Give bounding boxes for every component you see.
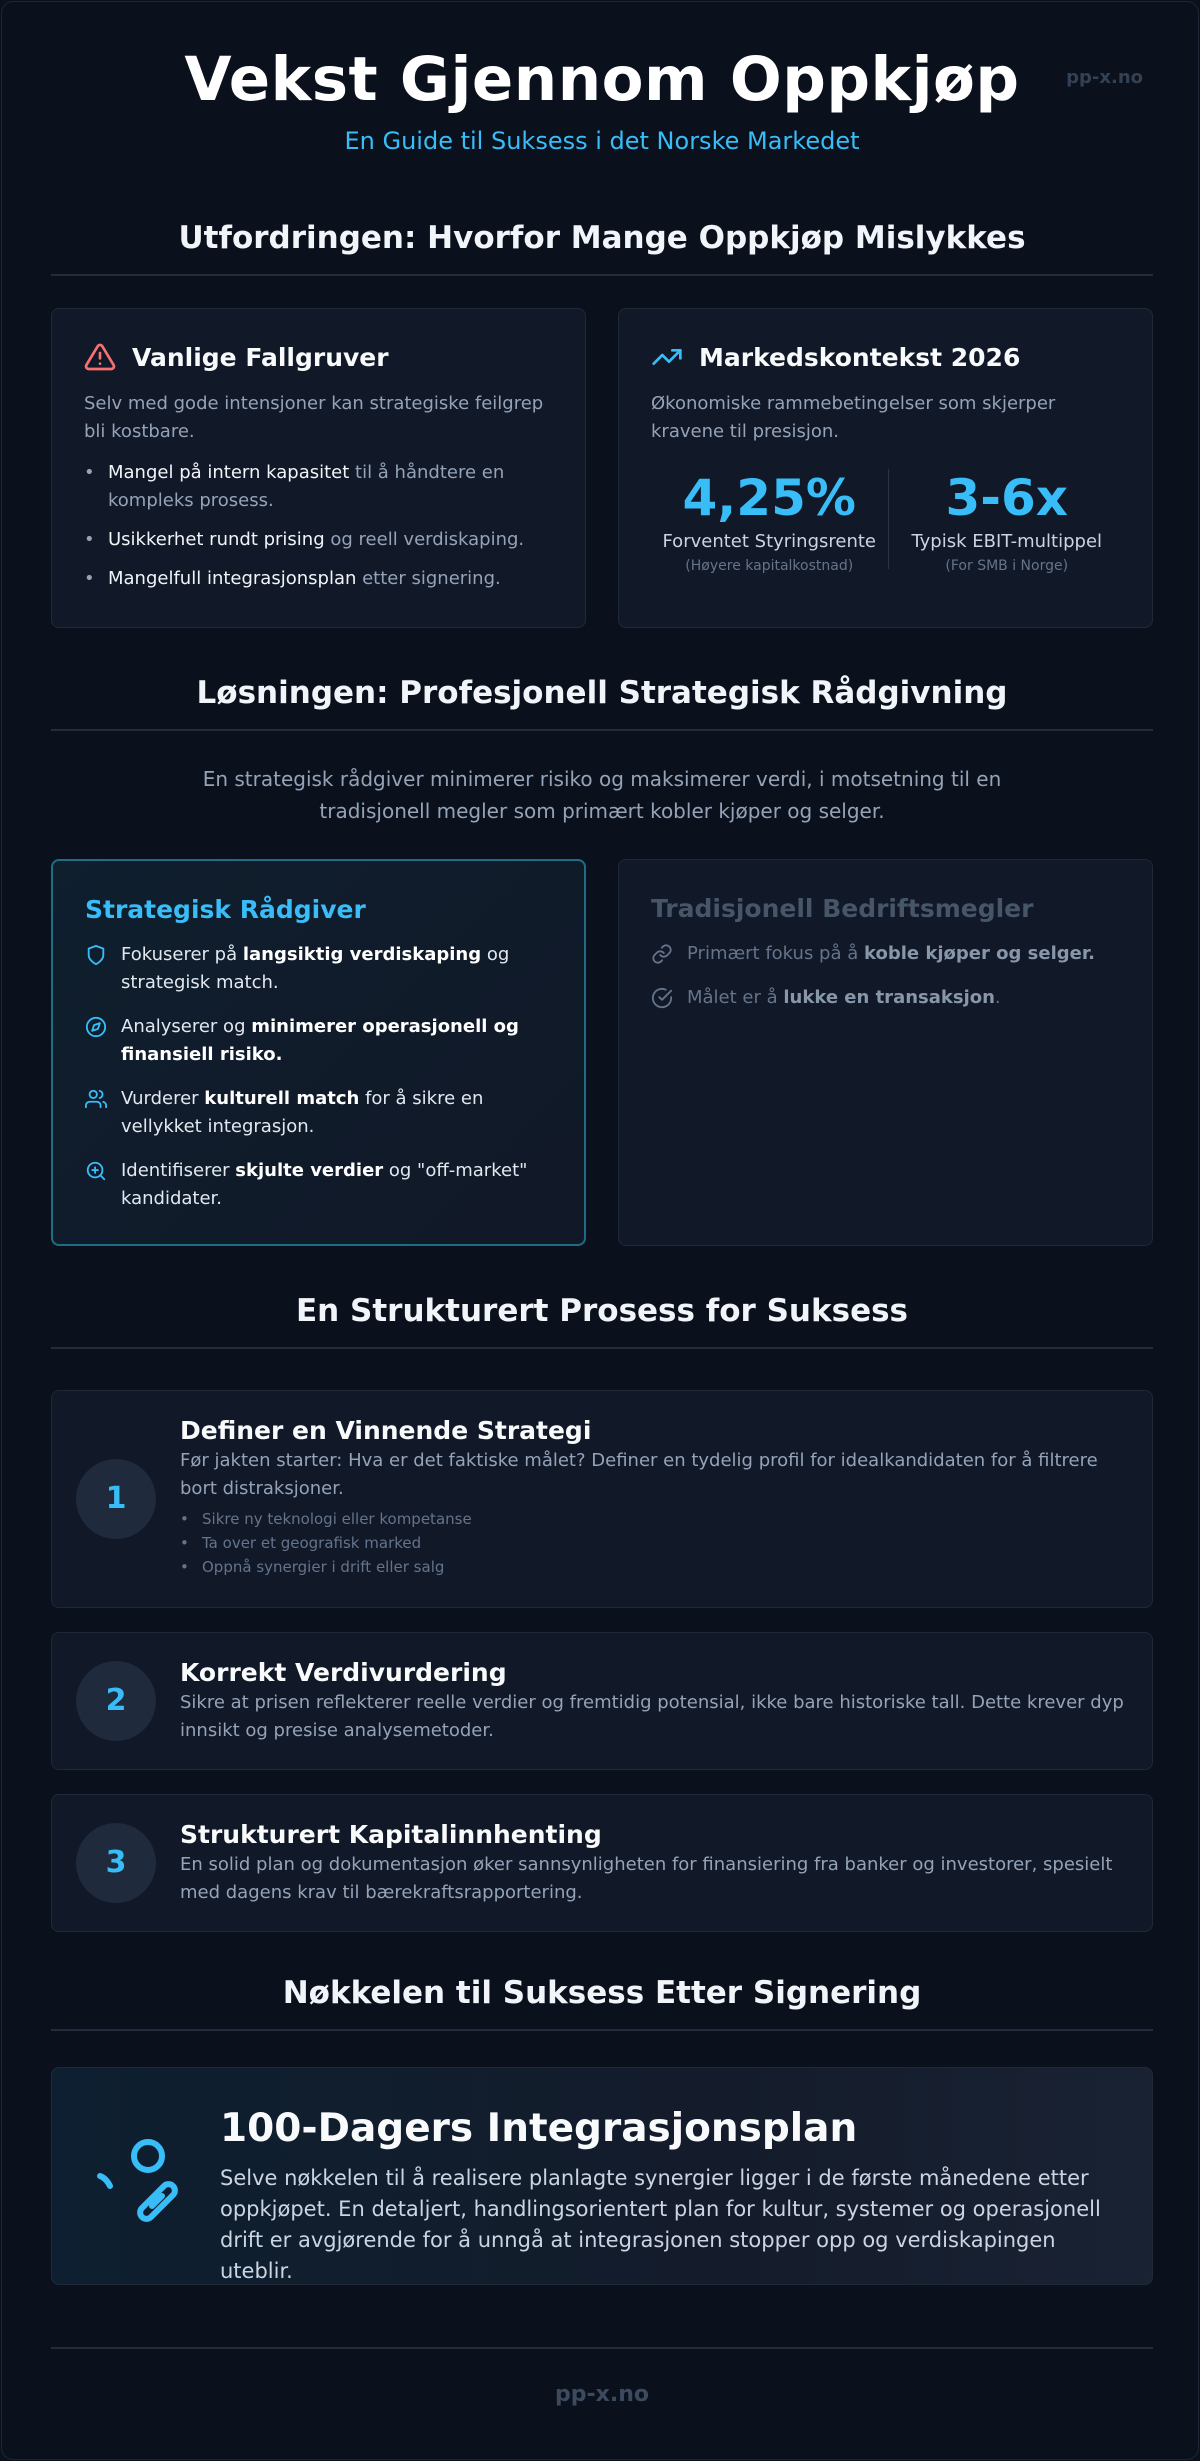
pitfalls-title-row bbox=[84, 341, 389, 373]
list-item: • Sikre ny teknologi eller kompetanse bbox=[180, 1507, 1130, 1531]
step-title: Korrekt Verdivurdering bbox=[180, 1658, 507, 1687]
handshake-icon bbox=[92, 2138, 192, 2238]
trending-up-icon bbox=[651, 341, 683, 373]
step-text: En solid plan og dokumentasjon øker sannsynligheten for finansiering fra banker og investorer, spesielt med dagens krav til bærekraftsrapportering. bbox=[180, 1854, 1113, 1903]
process-step-2 bbox=[51, 1632, 1153, 1770]
pitfalls-intro: Selv med gode intensjoner kan strategiske feilgrep bli kostbare. bbox=[84, 393, 544, 442]
solution-heading: Løsningen: Profesjonell Strategisk Rådgivning bbox=[196, 675, 1008, 711]
process-section bbox=[51, 1290, 1153, 1930]
stat-label: Forventet Styringsrente bbox=[662, 531, 877, 552]
advisor-card bbox=[51, 859, 586, 1246]
warning-triangle-icon bbox=[84, 341, 116, 373]
footer bbox=[51, 2347, 1153, 2447]
step-title: Strukturert Kapitalinnhenting bbox=[180, 1820, 602, 1849]
challenge-heading: Utfordringen: Hvorfor Mange Oppkjøp Mislykkes bbox=[178, 220, 1026, 256]
step-body bbox=[180, 1657, 1130, 1745]
section-divider bbox=[51, 2029, 1153, 2031]
link-icon bbox=[651, 943, 673, 965]
step-number: 2 bbox=[76, 1661, 156, 1741]
footer-brand: pp-x.no bbox=[555, 2382, 649, 2407]
market-card bbox=[618, 308, 1153, 628]
page-subtitle: En Guide til Suksess i det Norske Markedet bbox=[344, 127, 860, 155]
challenge-section bbox=[51, 217, 1153, 657]
users-icon bbox=[85, 1088, 107, 1110]
check-circle-icon bbox=[651, 987, 673, 1009]
pitfalls-card bbox=[51, 308, 586, 628]
stat-value: 4,25% bbox=[682, 469, 856, 527]
advisor-list bbox=[85, 941, 545, 1229]
process-heading: En Strukturert Prosess for Suksess bbox=[296, 1293, 908, 1329]
key-heading: Nøkkelen til Suksess Etter Signering bbox=[282, 1975, 922, 2011]
stat-interest-rate bbox=[651, 469, 888, 574]
section-divider bbox=[51, 729, 1153, 731]
process-step-1 bbox=[51, 1390, 1153, 1608]
page-title: Vekst Gjennom Oppkjøp bbox=[184, 44, 1020, 115]
stat-note: (Høyere kapitalkostnad) bbox=[685, 558, 854, 574]
step-body bbox=[180, 1415, 1130, 1579]
advisor-title: Strategisk Rådgiver bbox=[85, 895, 366, 924]
stat-label: Typisk EBIT-multippel bbox=[911, 531, 1103, 552]
solution-section bbox=[51, 672, 1153, 1252]
market-stats bbox=[651, 469, 1125, 574]
zoom-in-icon bbox=[85, 1160, 107, 1182]
list-item: Fokuserer på langsiktig verdiskaping og strategisk match. bbox=[85, 941, 545, 997]
integration-plan-title: 100-Dagers Integrasjonsplan bbox=[220, 2106, 858, 2151]
pitfalls-title: Vanlige Fallgruver bbox=[132, 342, 389, 372]
stat-ebit-multiple bbox=[888, 469, 1126, 574]
integration-plan-text: Selve nøkkelen til å realisere planlagte synergier ligger i de første månedene etter oppkjøpet. En detaljert, handlingsorientert plan for kultur, systemer og operasjonell drift er avgjørende for å unngå at integrasjonen stopper opp og verdiskapingen uteblir. bbox=[220, 2166, 1101, 2283]
solution-text: En strategisk rådgiver minimerer risiko og maksimerer verdi, i motsetning til en tradisjonell megler som primært kobler kjøper og selger. bbox=[202, 767, 1002, 823]
footer-divider bbox=[51, 2347, 1153, 2349]
list-item: • Usikkerhet rundt prising og reell verdiskaping. bbox=[84, 526, 564, 554]
shield-icon bbox=[85, 944, 107, 966]
broker-list bbox=[651, 940, 1111, 1028]
list-item: Vurderer kulturell match for å sikre en vellykket integrasjon. bbox=[85, 1085, 545, 1141]
step-body bbox=[180, 1819, 1130, 1907]
broker-card bbox=[618, 859, 1153, 1246]
step-text: Sikre at prisen reflekterer reelle verdier og fremtidig potensial, ikke bare historiske tall. Dette krever dyp innsikt og presise analysemetoder. bbox=[180, 1692, 1124, 1741]
list-item: Primært fokus på å koble kjøper og selger. bbox=[651, 940, 1111, 968]
list-item: • Oppnå synergier i drift eller salg bbox=[180, 1555, 1130, 1579]
step-number: 1 bbox=[76, 1459, 156, 1539]
market-title: Markedskontekst 2026 bbox=[699, 342, 1021, 372]
header bbox=[51, 2, 1153, 155]
list-item: • Ta over et geografisk marked bbox=[180, 1531, 1130, 1555]
pitfalls-list bbox=[84, 459, 564, 604]
stat-note: (For SMB i Norge) bbox=[945, 558, 1069, 574]
list-item: Identifiserer skjulte verdier og "off-market" kandidater. bbox=[85, 1157, 545, 1213]
step-number: 3 bbox=[76, 1823, 156, 1903]
step-subitems bbox=[180, 1507, 1130, 1579]
list-item: Analyserer og minimerer operasjonell og finansiell risiko. bbox=[85, 1013, 545, 1069]
process-step-3 bbox=[51, 1794, 1153, 1932]
step-text: Før jakten starter: Hva er det faktiske målet? Definer en tydelig profil for idealkandidaten for å filtrere bort distraksjoner. bbox=[180, 1450, 1098, 1499]
compass-icon bbox=[85, 1016, 107, 1038]
list-item: • Mangel på intern kapasitet til å håndtere en kompleks prosess. bbox=[84, 459, 564, 515]
market-intro: Økonomiske rammebetingelser som skjerper kravene til presisjon. bbox=[651, 393, 1056, 442]
broker-title: Tradisjonell Bedriftsmegler bbox=[651, 894, 1034, 923]
list-item: Målet er å lukke en transaksjon. bbox=[651, 984, 1111, 1012]
market-title-row bbox=[651, 341, 1020, 373]
integration-plan-card bbox=[51, 2067, 1153, 2285]
stat-value: 3-6x bbox=[945, 469, 1069, 527]
step-title: Definer en Vinnende Strategi bbox=[180, 1416, 592, 1445]
list-item: • Mangelfull integrasjonsplan etter signering. bbox=[84, 565, 564, 593]
section-divider bbox=[51, 274, 1153, 276]
infographic-page bbox=[1, 1, 1199, 2460]
section-divider bbox=[51, 1347, 1153, 1349]
header-brand: pp-x.no bbox=[1066, 67, 1143, 88]
key-section bbox=[51, 1972, 1153, 2292]
